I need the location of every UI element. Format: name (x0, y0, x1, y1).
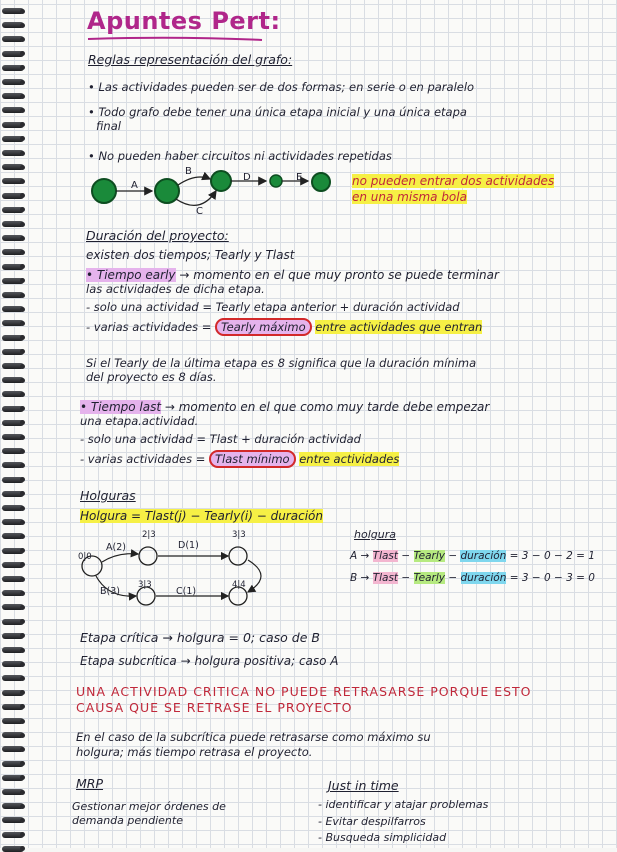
node-4-label: 4|4 (232, 580, 246, 590)
tiempo-last-line (80, 400, 489, 414)
graph-node (270, 175, 282, 187)
graph-node (211, 171, 231, 191)
holgura-row-a (350, 550, 595, 562)
spiral-hole (20, 846, 25, 851)
edge-label-c: C (196, 206, 203, 217)
graph-node (92, 179, 116, 203)
spiral-hole (20, 506, 25, 511)
spiral-hole (20, 37, 25, 42)
edge-c-label: C(1) (176, 586, 197, 597)
jit-heading: Just in time (328, 778, 399, 793)
row-b-result: = 3 − 0 − 3 = 0 (509, 572, 595, 584)
spiral-hole (20, 364, 25, 369)
row-b-minus: − (401, 572, 411, 584)
holguras-heading: Holguras (80, 488, 136, 503)
varias-1-suffix: entre actividades que entran (315, 320, 483, 334)
spiral-hole (20, 662, 25, 667)
spiral-binding (0, 0, 28, 848)
spiral-hole (20, 321, 25, 326)
spiral-hole (20, 236, 25, 241)
spiral-hole (20, 605, 25, 610)
node-0-label: 0|0 (78, 552, 92, 562)
tearly-maximo: Tearly máximo (215, 318, 312, 336)
spiral-hole (20, 633, 25, 638)
note-line-2: en una misma bola (352, 190, 467, 204)
spiral-hole (20, 165, 25, 170)
row-a-minus: − (448, 550, 458, 562)
node-2-label: 3|3 (232, 530, 246, 540)
spiral-hole (20, 435, 25, 440)
spiral-hole (20, 775, 25, 780)
spiral-hole (20, 392, 25, 397)
tiempo-last-def: → momento en el que como muy tarde debe empezar (164, 400, 490, 414)
existen-text: existen dos tiempos; Tearly y Tlast (86, 248, 295, 262)
spiral-hole (20, 207, 25, 212)
jit-line-2: - Evitar despilfarros (318, 815, 426, 828)
spiral-hole (20, 378, 25, 383)
spiral-hole (20, 534, 25, 539)
duracion-heading: Duración del proyecto: (86, 228, 229, 243)
row-b-tlast: Tlast (372, 572, 399, 584)
varias-1-line (86, 320, 482, 334)
holgura-formula: Holgura = Tlast(j) − Tearly(i) − duración (80, 509, 323, 523)
tiempo-early-label: • Tiempo early (86, 268, 176, 282)
spiral-hole (20, 136, 25, 141)
edge-label-a: A (131, 180, 138, 191)
spiral-hole (20, 548, 25, 553)
holgura-label: holgura (354, 528, 396, 541)
spiral-hole (20, 9, 25, 14)
spiral-hole (20, 406, 25, 411)
graph-node (229, 547, 247, 565)
varias-2-prefix: - varias actividades = (80, 452, 206, 466)
graph-node (312, 173, 330, 191)
solo-una-1: - solo una actividad = Tearly etapa anterior + duración actividad (86, 300, 460, 314)
spiral-hole (20, 65, 25, 70)
jit-line-3: - Busqueda simplicidad (318, 831, 447, 844)
note-line-1: no pueden entrar dos actividades (352, 174, 555, 188)
spiral-hole (20, 80, 25, 85)
varias-2-line (80, 452, 399, 466)
spiral-hole (20, 520, 25, 525)
tiempo-last-label: • Tiempo last (80, 400, 162, 414)
spiral-hole (20, 491, 25, 496)
spiral-hole (20, 250, 25, 255)
page-title: Apuntes Pert: (87, 7, 281, 35)
spiral-hole (20, 690, 25, 695)
spiral-hole (20, 335, 25, 340)
title-underline (86, 36, 266, 42)
mrp-line-2: demanda pendiente (72, 814, 183, 827)
spiral-hole (20, 449, 25, 454)
spiral-hole (20, 293, 25, 298)
caps-line-1: UNA ACTIVIDAD CRITICA NO PUEDE RETRASARSE PORQUE ESTO (76, 684, 532, 699)
regla-3: • No pueden haber circuitos ni actividades repetidas (88, 149, 392, 163)
spiral-hole (20, 562, 25, 567)
spiral-hole (20, 179, 25, 184)
spiral-hole (20, 122, 25, 127)
spiral-hole (20, 804, 25, 809)
spiral-hole (20, 704, 25, 709)
row-a-tlast: Tlast (372, 550, 399, 562)
spiral-hole (20, 832, 25, 837)
regla-2: • Todo grafo debe tener una única etapa inicial y una única etapa (88, 105, 467, 119)
mrp-heading: MRP (76, 776, 104, 791)
edge-d-label: D(1) (178, 540, 199, 551)
etapa-critica: Etapa crítica → holgura = 0; caso de B (80, 630, 320, 645)
spiral-hole (20, 463, 25, 468)
spiral-hole (20, 51, 25, 56)
spiral-hole (20, 619, 25, 624)
tlast-minimo: Tlast mínimo (209, 450, 296, 468)
spiral-hole (20, 222, 25, 227)
edge-label-e: E (296, 172, 303, 183)
row-b-minus: − (448, 572, 458, 584)
row-b-tearly: Tearly (413, 572, 446, 584)
row-a-result: = 3 − 0 − 2 = 1 (509, 550, 595, 562)
spiral-hole (20, 676, 25, 681)
node-1-label: 2|3 (142, 530, 156, 540)
row-b-duracion: duración (460, 572, 507, 584)
spiral-hole (20, 577, 25, 582)
node-3-label: 3|3 (138, 580, 152, 590)
si-line-2: del proyecto es 8 días. (86, 370, 217, 384)
subcritica-line-2: holgura; más tiempo retrasa el proyecto. (76, 745, 313, 759)
spiral-hole (20, 790, 25, 795)
edge-b-label: B(3) (100, 586, 120, 597)
spiral-hole (20, 278, 25, 283)
holgura-row-b (350, 572, 595, 584)
varias-2-suffix: entre actividades (299, 452, 400, 466)
varias-1-prefix: - varias actividades = (86, 320, 212, 334)
jit-line-1: - identificar y atajar problemas (318, 798, 489, 811)
edge-label-d: D (243, 172, 251, 183)
graph-node (155, 179, 179, 203)
spiral-hole (20, 747, 25, 752)
spiral-hole (20, 23, 25, 28)
spiral-hole (20, 307, 25, 312)
edge-a-label: A(2) (106, 542, 126, 553)
regla-2-cont: final (96, 119, 121, 133)
mrp-line-1: Gestionar mejor órdenes de (72, 800, 226, 813)
tiempo-early-line (86, 268, 499, 282)
spiral-hole (20, 108, 25, 113)
caps-line-2: CAUSA QUE SE RETRASE EL PROYECTO (76, 700, 353, 715)
tiempo-early-line2: las actividades de dicha etapa. (86, 282, 265, 296)
tiempo-last-line2: una etapa.actividad. (80, 414, 199, 428)
spiral-hole (20, 420, 25, 425)
tiempo-early-def: → momento en el que muy pronto se puede terminar (179, 268, 499, 282)
regla-1: • Las actividades pueden ser de dos formas; en serie o en paralelo (88, 80, 475, 94)
row-a-duracion: duración (460, 550, 507, 562)
spiral-hole (20, 349, 25, 354)
spiral-hole (20, 151, 25, 156)
spiral-hole (20, 264, 25, 269)
graph-node (139, 547, 157, 565)
row-a-prefix: A → (350, 550, 373, 562)
spiral-hole (20, 477, 25, 482)
spiral-hole (20, 719, 25, 724)
spiral-hole (20, 818, 25, 823)
edge-label-b: B (185, 166, 192, 177)
row-a-minus: − (401, 550, 411, 562)
spiral-hole (20, 591, 25, 596)
spiral-hole (20, 761, 25, 766)
row-b-prefix: B → (350, 572, 373, 584)
row-a-tearly: Tearly (413, 550, 445, 562)
etapa-subcritica: Etapa subcrítica → holgura positiva; caso A (80, 654, 339, 668)
si-line-1: Si el Tearly de la última etapa es 8 significa que la duración mínima (86, 356, 477, 370)
subcritica-line-1: En el caso de la subcrítica puede retrasarse como máximo su (76, 730, 431, 744)
solo-una-2: - solo una actividad = Tlast + duración actividad (80, 432, 361, 446)
reglas-heading: Reglas representación del grafo: (88, 52, 293, 67)
spiral-hole (20, 648, 25, 653)
spiral-hole (20, 733, 25, 738)
spiral-hole (20, 94, 25, 99)
spiral-hole (20, 193, 25, 198)
